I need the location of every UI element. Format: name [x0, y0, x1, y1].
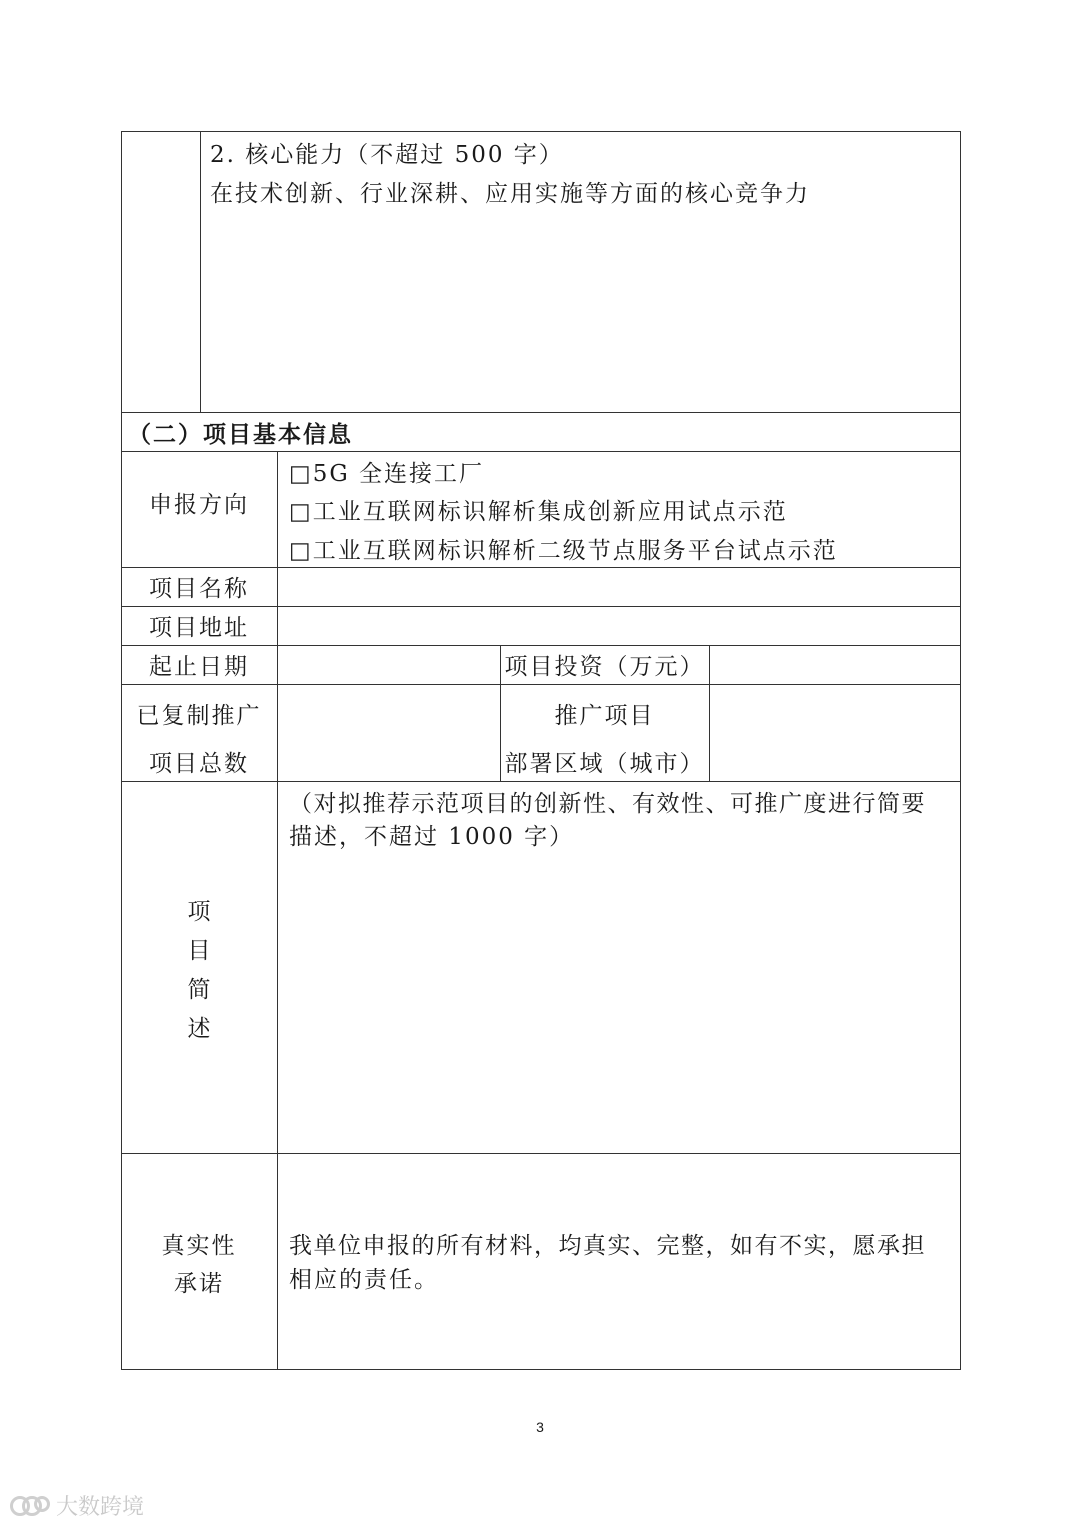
row-divider: [121, 1153, 961, 1154]
summary-label-char: 项: [187, 899, 211, 925]
date-field[interactable]: [278, 646, 500, 684]
direction-option-5g[interactable]: □5G 全连接工厂: [289, 461, 485, 487]
section-heading: （二）项目基本信息: [128, 421, 353, 448]
row-divider: [121, 451, 961, 452]
project-name-label: 项目名称: [149, 576, 249, 602]
truth-label-line2: 承诺: [174, 1271, 224, 1297]
direction-label: 申报方向: [149, 492, 249, 518]
deploy-label-line2: 部署区域（城市）: [504, 751, 705, 777]
truth-statement-line2: 相应的责任。: [289, 1267, 439, 1293]
summary-label-char: 述: [187, 1016, 211, 1042]
core-capability-desc: 在技术创新、行业深耕、应用实施等方面的核心竞争力: [210, 181, 810, 207]
deploy-label-line1: 推广项目: [554, 703, 655, 729]
deploy-region-field[interactable]: [710, 685, 960, 781]
truth-label-line1: 真实性: [161, 1233, 237, 1259]
watermark: [10, 1490, 144, 1521]
replicated-label-line1: 已复制推广: [136, 703, 262, 729]
watermark-text: 大数跨境: [56, 1495, 145, 1520]
replicated-label-line2: 项目总数: [149, 751, 249, 777]
row-divider: [121, 412, 961, 413]
page-number: 3: [536, 1419, 544, 1435]
direction-option-identifier-node[interactable]: □工业互联网标识解析二级节点服务平台试点示范: [289, 538, 838, 564]
summary-hint-line1: （对拟推荐示范项目的创新性、有效性、可推广度进行简要: [289, 791, 926, 817]
core-capability-title: 2. 核心能力（不超过 500 字）: [210, 142, 564, 168]
project-name-field[interactable]: [278, 568, 960, 606]
replicated-count-field[interactable]: [278, 685, 500, 781]
investment-field[interactable]: [710, 646, 960, 684]
truth-statement-line1: 我单位申报的所有材料，均真实、完整，如有不实，愿承担: [289, 1233, 926, 1259]
date-label: 起止日期: [149, 654, 249, 680]
investment-label: 项目投资（万元）: [504, 654, 705, 680]
summary-hint-line2: 描述，不超过 1000 字）: [289, 824, 575, 850]
direction-option-identifier-app[interactable]: □工业互联网标识解析集成创新应用试点示范: [289, 499, 788, 525]
summary-label: [184, 893, 214, 1049]
summary-label-char: 目: [187, 938, 211, 964]
row-divider: [121, 781, 961, 782]
brand-logo-icon: [10, 1493, 50, 1519]
project-address-field[interactable]: [278, 607, 960, 645]
row1-divider: [200, 131, 201, 412]
project-address-label: 项目地址: [149, 615, 249, 641]
summary-label-char: 简: [187, 977, 211, 1003]
summary-field[interactable]: [278, 860, 960, 1152]
